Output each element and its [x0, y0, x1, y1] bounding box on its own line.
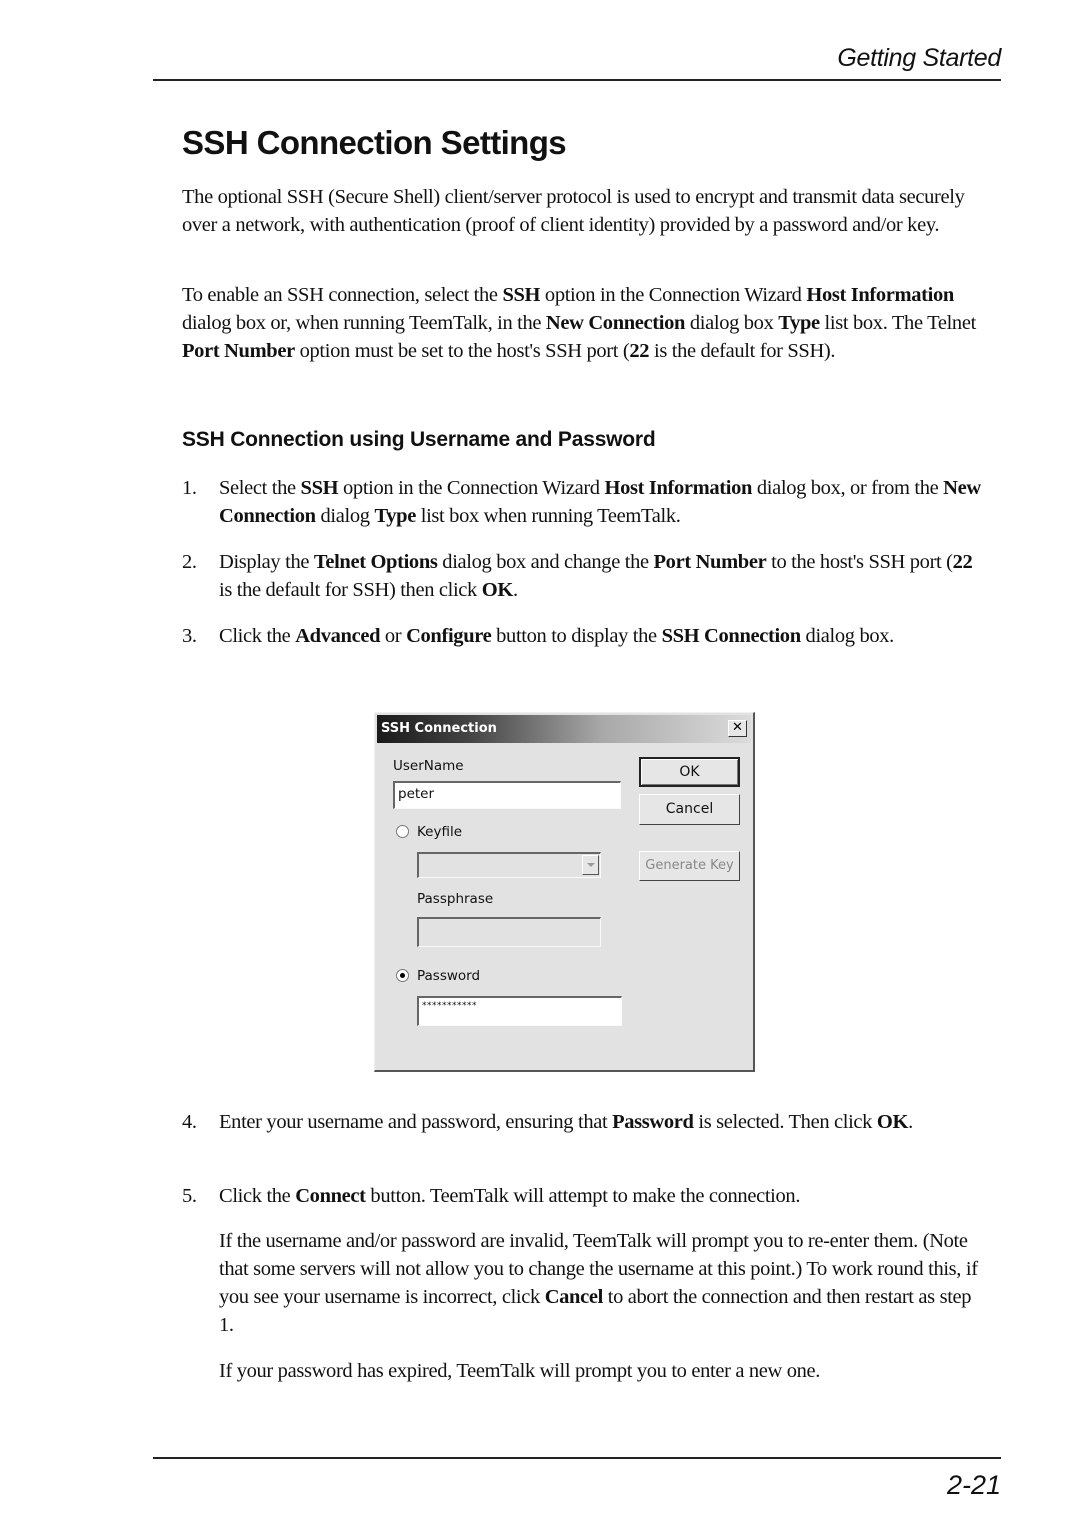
step-number: 4.: [182, 1111, 197, 1133]
step-text: Select the SSH option in the Connection Wizard Host Information dialog box, or from the New Connection dialog Type list box when running TeemTalk.: [219, 477, 981, 527]
password-input[interactable]: ***********: [417, 996, 622, 1026]
dialog-titlebar[interactable]: [377, 715, 751, 743]
username-label: UserName: [393, 758, 464, 774]
intro-paragraph-1: The optional SSH (Secure Shell) client/server protocol is used to encrypt and transmit data securely over a network, with authentication (proof of client identity) provided by a password and/or key.: [182, 186, 965, 236]
password-radio[interactable]: [396, 969, 409, 982]
step-number: 3.: [182, 625, 197, 647]
passphrase-label: Passphrase: [417, 891, 494, 907]
step-text: Display the Telnet Options dialog box and change the Port Number to the host's SSH port (22 is the default for SSH) then click OK.: [219, 551, 973, 601]
step-text: Enter your username and password, ensuring that Password is selected. Then click OK.: [219, 1111, 913, 1133]
section-title: SSH Connection using Username and Password: [182, 428, 656, 451]
running-head: Getting Started: [837, 44, 1001, 72]
page-number: 2-21: [946, 1470, 1001, 1500]
step-number: 2.: [182, 551, 197, 573]
dialog-title: SSH Connection: [381, 721, 497, 736]
ssh-connection-dialog: [374, 712, 755, 1072]
cancel-button[interactable]: Cancel: [639, 794, 740, 825]
keyfile-select[interactable]: [417, 852, 601, 878]
header-rule: [153, 79, 1001, 81]
chevron-down-icon[interactable]: [582, 855, 599, 875]
step-text: Click the Connect button. TeemTalk will attempt to make the connection.: [219, 1185, 801, 1207]
footer-rule: [153, 1457, 1001, 1459]
keyfile-radio[interactable]: [396, 825, 409, 838]
username-input[interactable]: peter: [393, 781, 621, 809]
note-invalid-credentials: If the username and/or password are invalid, TeemTalk will prompt you to re-enter them. (Note that some servers will not allow you to change the username at this point.) To work round this, if you see your username is incorrect, click Cancel to abort the connection and then restart as step 1.: [219, 1230, 978, 1336]
step-number: 5.: [182, 1185, 197, 1207]
password-label: Password: [417, 968, 481, 984]
close-icon[interactable]: ✕: [728, 720, 747, 737]
page-title: SSH Connection Settings: [182, 124, 567, 161]
generate-key-button[interactable]: Generate Key: [639, 851, 740, 881]
step-number: 1.: [182, 477, 197, 499]
intro-paragraph-2: To enable an SSH connection, select the SSH option in the Connection Wizard Host Information dialog box or, when running TeemTalk, in the New Connection dialog box Type list box. The Telnet Port Number option must be set to the host's SSH port (22 is the default for SSH).: [182, 284, 976, 362]
keyfile-label: Keyfile: [417, 824, 463, 840]
ok-button[interactable]: OK: [639, 757, 740, 787]
step-text: Click the Advanced or Configure button to display the SSH Connection dialog box.: [219, 625, 894, 647]
note-password-expired: If your password has expired, TeemTalk will prompt you to enter a new one.: [219, 1360, 821, 1382]
passphrase-input[interactable]: [417, 917, 601, 947]
